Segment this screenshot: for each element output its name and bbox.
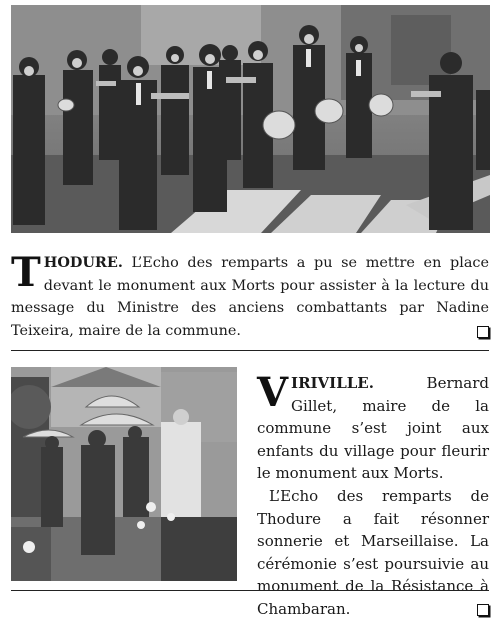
- dropcap: T: [11, 249, 41, 296]
- end-of-article-icon: [477, 604, 489, 616]
- section-divider: [11, 350, 489, 351]
- band-photo-image: [11, 5, 490, 233]
- ceremony-photo-image: [11, 367, 237, 581]
- section-divider-bottom: [11, 590, 489, 591]
- end-of-article-icon: [477, 326, 489, 338]
- ceremony-photo: [11, 367, 237, 581]
- article-viriville-text-2: [257, 485, 489, 621]
- article-body: Bernard Gillet, maire de la commune s’est joint aux enfants du village pour fleurir le monument aux Morts.: [257, 374, 489, 483]
- article-body-2: L’Echo des remparts de Thodure a fait résonner sonnerie et Marseillaise. La cérémonie s’est poursuivie au monument de la Résistance à Chambaran.: [257, 486, 489, 618]
- article-thodure: [11, 249, 489, 342]
- place-name: HODURE.: [43, 254, 123, 271]
- article-viriville: [257, 369, 489, 621]
- article-thodure-text: [11, 249, 489, 342]
- article-body: L’Echo des remparts a pu se mettre en place devant le monument aux Morts pour assister à la lecture du message du Ministre des anciens combattants par Nadine Teixeira, maire de la commune.: [11, 255, 489, 339]
- band-photo: [11, 5, 490, 233]
- article-viriville-text: [257, 369, 489, 485]
- place-name: IRIVILLE.: [291, 374, 374, 392]
- dropcap: V: [257, 369, 289, 416]
